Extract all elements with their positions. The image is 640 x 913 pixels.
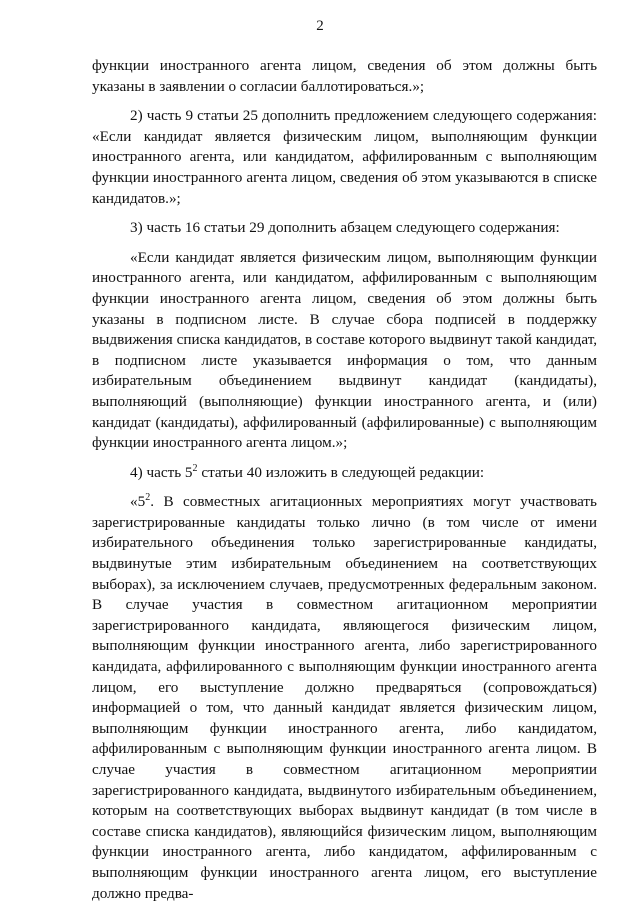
document-body	[92, 56, 597, 913]
paragraph-item-3: 3) часть 16 статьи 29 дополнить абзацем следующего содержания:	[130, 219, 560, 237]
paragraph-item-4	[92, 463, 597, 484]
item-4-suffix: статьи 40 изложить в следующей редакции:	[197, 463, 485, 481]
paragraph-item-2: 2) часть 9 статьи 25 дополнить предложением следующего содержания: «Если кандидат является физическим лицом, выполняющим функции иностранного агента, или кандидатом, аффилированным с выполняющим функции иностранного агента лицом, сведения об этом указываются в списке кандидатов.»;	[92, 107, 597, 207]
paragraph-continuation: функции иностранного агента лицом, сведения об этом должны быть указаны в заявлении о согласии баллотироваться.»;	[92, 57, 597, 95]
item-4-superscript: 2	[192, 462, 198, 474]
paragraph-quote-article-29: «Если кандидат является физическим лицом, выполняющим функции иностранного агента, или кандидатом, аффилированным с выполняющим функции иностранного агента лицом, сведения об этом должны быть указаны в подписном листе. В случае сбора подписей в поддержку выдвижения списка кандидатов, в составе которого выдвинут такой кандидат, в подписном листе указывается информация о том, что данным избирательным объединением выдвинут кандидат (кандидаты), выполняющий (выполняющие) функции иностранного агента, и (или) кандидат (кандидаты), аффилированный (аффилированные) с выполняющим функции иностранного агента лицом.»;	[92, 248, 597, 452]
page-number: 2	[316, 18, 324, 34]
quote-40-prefix: «5	[130, 493, 146, 511]
quote-40-superscript: 2	[145, 492, 151, 504]
item-4-prefix: 4) часть 5	[130, 463, 193, 481]
quote-40-body: . В совместных агитационных мероприятиях могут участвовать зарегистрированные кандидаты только лично (в том числе от имени избирательного объединения только зарегистрированные кандидаты, выдвинутые этим избирательным объединением на соответствующих выборах), за исключением случаев, предусмотренных федеральным законом. В случае участия в совместном агитационном мероприятии зарегистрированного кандидата, являющегося физическим лицом, выполняющим функции иностранного агента, либо зарегистрированного кандидата, аффилированного с выполняющим функции иностранного агента лицом, его выступление должно предваряться (сопровождаться) информацией о том, что данный кандидат является физическим лицом, выполняющим функции иностранного агента, либо кандидатом, аффилированным с выполняющим функции иностранного агента лицом. В случае участия в совместном агитационном мероприятии зарегистрированного кандидата, выдвинутого избирательным объединением, которым на соответствующих выборах выдвинут кандидат (в том числе в составе списка кандидатов), являющийся физическим лицом, выполняющим функции иностранного агента, либо кандидатом, аффилированным с выполняющим функции иностранного агента лицом, его выступление должно предва-	[92, 493, 597, 902]
paragraph-quote-article-40	[92, 492, 597, 904]
